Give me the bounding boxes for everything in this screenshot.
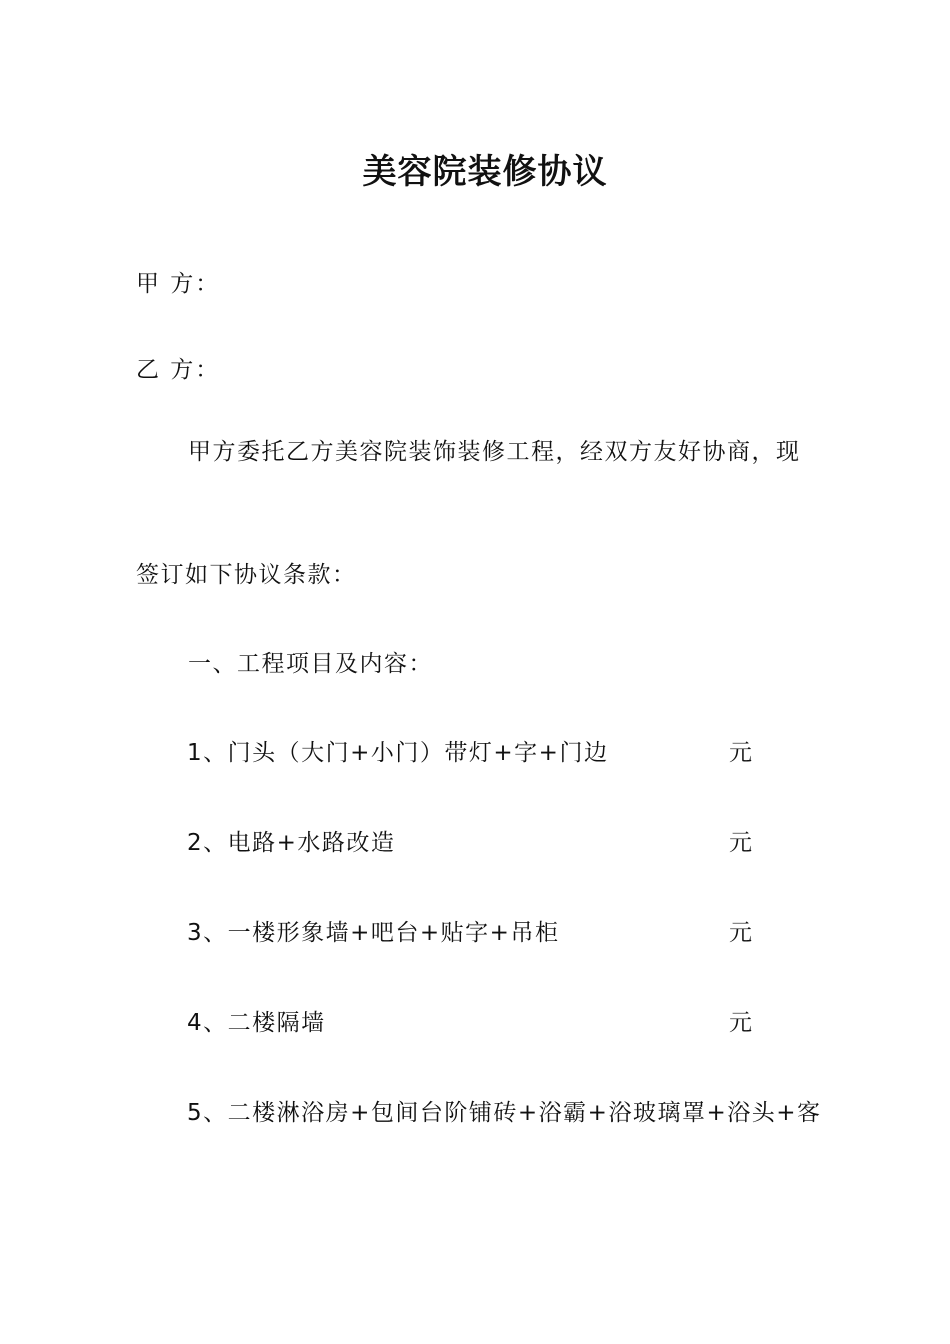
item-description: 3、一楼形象墙+吧台+贴字+吊柜 — [187, 920, 560, 946]
item-description: 4、二楼隔墙 — [187, 1010, 326, 1036]
item-description: 2、电路+水路改造 — [187, 830, 396, 856]
item-description: 1、门头（大门+小门）带灯+字+门边 — [187, 740, 609, 766]
intro-paragraph-line-1: 甲方委托乙方美容院装饰装修工程，经双方友好协商，现 — [188, 439, 801, 465]
party-a-label: 甲 方： — [136, 271, 221, 297]
item-unit: 元 — [729, 1010, 752, 1036]
item-unit: 元 — [729, 830, 752, 856]
document-title: 美容院装修协议 — [362, 152, 608, 192]
intro-paragraph-line-2: 签订如下协议条款： — [136, 562, 357, 588]
item-unit: 元 — [729, 920, 752, 946]
section-heading-project-items: 一、工程项目及内容： — [188, 651, 433, 677]
party-b-label: 乙 方： — [136, 357, 221, 383]
item-unit: 元 — [729, 740, 752, 766]
item-description: 5、二楼淋浴房+包间台阶铺砖+浴霸+浴玻璃罩+浴头+客 — [187, 1100, 822, 1126]
